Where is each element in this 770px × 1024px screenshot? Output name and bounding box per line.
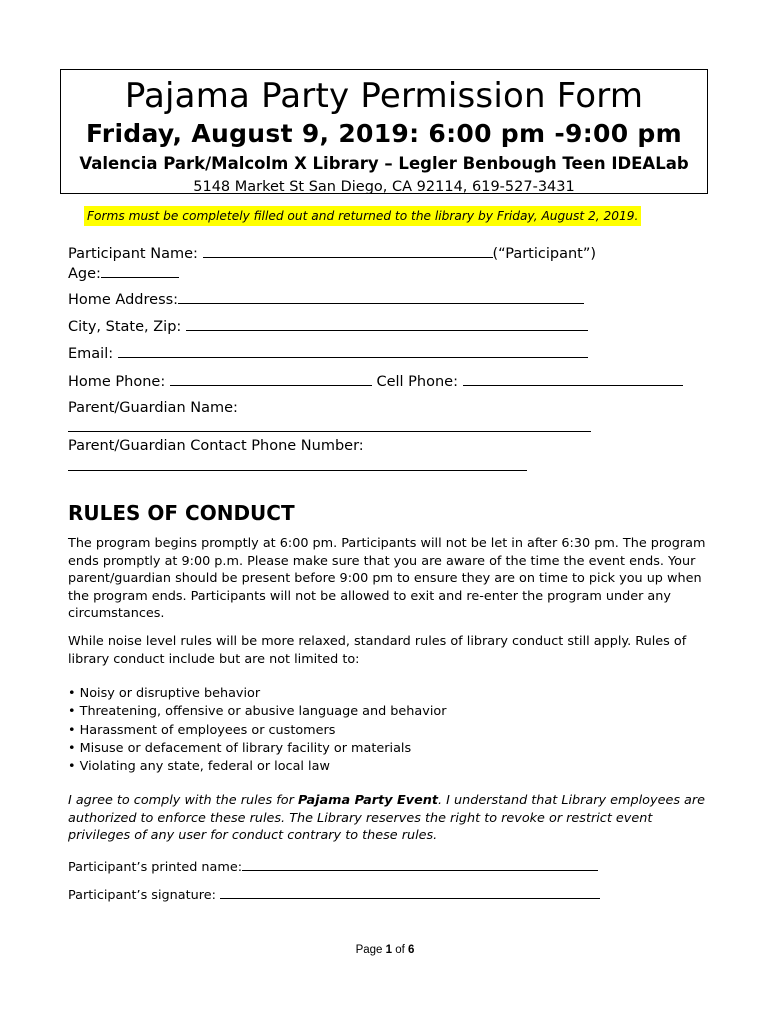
page-number [0, 944, 770, 956]
signature-blank[interactable] [220, 884, 600, 899]
signature-label: Participant’s signature: [68, 888, 216, 903]
total-pages: 6 [408, 944, 415, 956]
form-title: Pajama Party Permission Form [124, 76, 644, 116]
home-address-field [68, 289, 584, 309]
printed-name-field [68, 856, 598, 877]
home-phone-blank[interactable] [170, 371, 372, 386]
venue-address: 5148 Market St San Diego, CA 92114, 619-527-3431 [193, 179, 575, 195]
city-state-zip-label: City, State, Zip: [68, 319, 182, 335]
venue-name: Valencia Park/Malcolm X Library – Legler Benbough Teen IDEALab [79, 154, 689, 173]
list-item: • Misuse or defacement of library facility or materials [68, 740, 446, 758]
age-label: Age: [68, 266, 101, 282]
of-word: of [395, 944, 405, 956]
home-phone-label: Home Phone: [68, 374, 166, 390]
event-date-time: Friday, August 9, 2019: 6:00 pm -9:00 pm [86, 119, 682, 148]
home-address-blank[interactable] [178, 289, 584, 304]
list-item: • Violating any state, federal or local law [68, 758, 446, 776]
participant-suffix: (“Participant”) [492, 246, 597, 262]
agreement-suffix: . I understand that Library employees are authorized to enforce these rules. The Library reserves the right to revoke or restrict event privileges of any user for conduct contrary to these rules. [68, 793, 706, 843]
agreement-statement [68, 792, 718, 845]
printed-name-blank[interactable] [242, 856, 598, 871]
participant-name-blank[interactable] [203, 243, 493, 258]
signature-field [68, 884, 600, 905]
rules-heading: RULES OF CONDUCT [68, 501, 295, 525]
rules-list [68, 685, 446, 776]
phone-field [68, 371, 683, 391]
participant-name-field [68, 243, 596, 263]
header-box [60, 69, 708, 194]
city-state-zip-blank[interactable] [186, 316, 588, 331]
list-item: • Harassment of employees or customers [68, 722, 446, 740]
participant-name-label: Participant Name: [68, 246, 198, 262]
deadline-notice: Forms must be completely filled out and returned to the library by Friday, August 2, 2019. [84, 206, 641, 226]
city-state-zip-field [68, 316, 588, 336]
current-page: 1 [385, 944, 393, 956]
guardian-phone-label: Parent/Guardian Contact Phone Number: [68, 438, 364, 454]
page-word: Page [355, 944, 383, 956]
cell-phone-label: Cell Phone: [376, 374, 458, 390]
cell-phone-blank[interactable] [463, 371, 683, 386]
list-item: • Threatening, offensive or abusive language and behavior [68, 703, 446, 721]
email-blank[interactable] [118, 343, 588, 358]
printed-name-label: Participant’s printed name: [68, 860, 243, 875]
agreement-event-name: Pajama Party Event [297, 793, 438, 808]
email-label: Email: [68, 346, 114, 362]
guardian-name-label: Parent/Guardian Name: [68, 400, 238, 416]
home-address-label: Home Address: [68, 292, 179, 308]
rules-paragraph-1: The program begins promptly at 6:00 pm. Participants will not be let in after 6:30 pm. The program ends promptly at 9:00 p.m. Please make sure that you are aware of the time the event ends. Your parent/guardian should be present before 9:00 pm to ensure they are on time to pick you up when the program ends. Participants will not be allowed to exit and re-enter the program under any circumstances. [68, 536, 706, 621]
age-field [68, 263, 179, 283]
guardian-name-blank[interactable] [68, 431, 591, 432]
age-blank[interactable] [101, 263, 179, 278]
email-field [68, 343, 588, 363]
agreement-prefix: I agree to comply with the rules for [68, 793, 298, 808]
rules-paragraph-2: While noise level rules will be more relaxed, standard rules of library conduct still apply. Rules of library conduct include but are not limited to: [68, 634, 687, 667]
guardian-phone-blank[interactable] [68, 470, 527, 471]
list-item: • Noisy or disruptive behavior [68, 685, 446, 703]
